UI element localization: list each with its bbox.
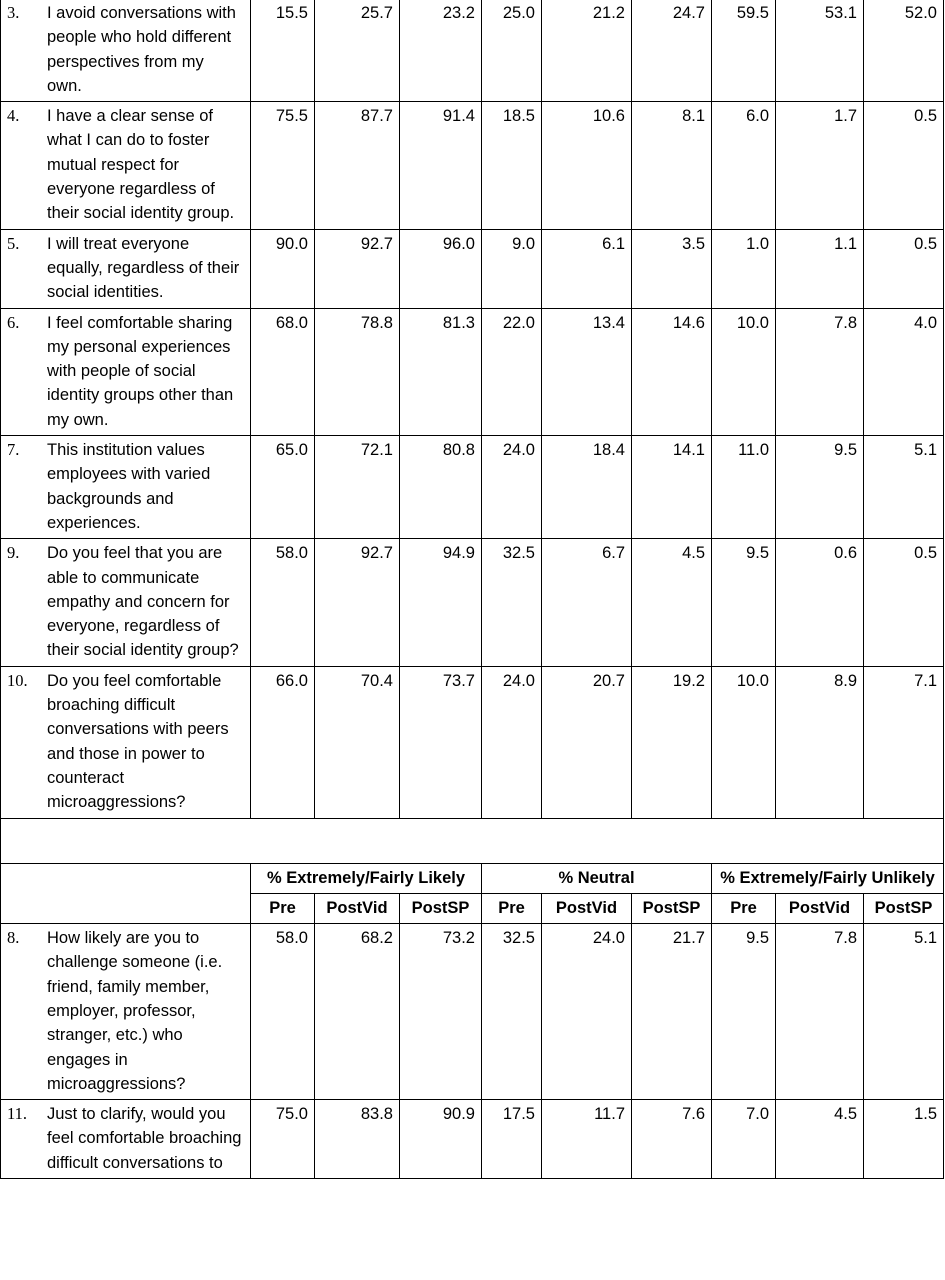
value-cell: 32.5 [482, 539, 542, 666]
value-cell: 59.5 [712, 0, 776, 102]
question-cell [1, 102, 251, 229]
value-cell: 22.0 [482, 308, 542, 435]
value-cell: 24.0 [482, 666, 542, 818]
value-cell: 21.2 [542, 0, 632, 102]
column-header: PostVid [542, 893, 632, 923]
question-cell [1, 666, 251, 818]
table-row [1, 0, 944, 102]
value-cell: 10.0 [712, 308, 776, 435]
question-text: This institution values employees with varied backgrounds and experiences. [47, 441, 211, 532]
value-cell: 58.0 [251, 539, 315, 666]
question-cell [1, 0, 251, 102]
group-header-neutral: % Neutral [482, 863, 712, 893]
value-cell: 66.0 [251, 666, 315, 818]
value-cell: 91.4 [400, 102, 482, 229]
value-cell: 23.2 [400, 0, 482, 102]
table-row [1, 1100, 944, 1179]
value-cell: 7.0 [712, 1100, 776, 1179]
value-cell: 6.1 [542, 229, 632, 308]
question-text: Do you feel that you are able to communicate empathy and concern for everyone, regardless of their social identity group? [47, 544, 239, 660]
value-cell: 8.1 [632, 102, 712, 229]
value-cell: 4.5 [776, 1100, 864, 1179]
value-cell: 32.5 [482, 924, 542, 1100]
table-row [1, 539, 944, 666]
value-cell: 65.0 [251, 436, 315, 539]
table-header [1, 863, 944, 924]
value-cell: 9.0 [482, 229, 542, 308]
value-cell: 6.7 [542, 539, 632, 666]
table-row [1, 666, 944, 818]
question-cell [1, 539, 251, 666]
question-text: I avoid conversations with people who hold different perspectives from my own. [47, 4, 236, 95]
value-cell: 9.5 [776, 436, 864, 539]
value-cell: 9.5 [712, 539, 776, 666]
table-row [1, 308, 944, 435]
question-text: I will treat everyone equally, regardless of their social identities. [47, 234, 240, 302]
value-cell: 15.5 [251, 0, 315, 102]
table-row [1, 924, 944, 1100]
value-cell: 52.0 [864, 0, 944, 102]
value-cell: 13.4 [542, 308, 632, 435]
question-text: Just to clarify, would you feel comfortable broaching difficult conversations to [47, 1105, 242, 1172]
table-body-bottom [1, 924, 944, 1179]
value-cell: 14.6 [632, 308, 712, 435]
question-number: 7. [7, 440, 20, 460]
value-cell: 17.5 [482, 1100, 542, 1179]
question-number: 8. [7, 928, 20, 948]
value-cell: 58.0 [251, 924, 315, 1100]
value-cell: 81.3 [400, 308, 482, 435]
value-cell: 75.0 [251, 1100, 315, 1179]
value-cell: 8.9 [776, 666, 864, 818]
value-cell: 0.5 [864, 539, 944, 666]
value-cell: 9.5 [712, 924, 776, 1100]
value-cell: 94.9 [400, 539, 482, 666]
column-header: Pre [712, 893, 776, 923]
group-header-unlikely: % Extremely/Fairly Unlikely [712, 863, 944, 893]
question-text: I feel comfortable sharing my personal experiences with people of social identity groups other than my own. [47, 313, 234, 429]
question-cell [1, 229, 251, 308]
question-cell [1, 1100, 251, 1179]
question-number: 5. [7, 233, 20, 253]
column-header: Pre [482, 893, 542, 923]
table-row [1, 102, 944, 229]
value-cell: 6.0 [712, 102, 776, 229]
value-cell: 5.1 [864, 436, 944, 539]
value-cell: 1.1 [776, 229, 864, 308]
value-cell: 68.0 [251, 308, 315, 435]
question-number: 9. [7, 543, 20, 563]
header-blank-cell [1, 863, 251, 924]
spacer-row [1, 818, 944, 863]
value-cell: 0.5 [864, 229, 944, 308]
value-cell: 80.8 [400, 436, 482, 539]
value-cell: 18.4 [542, 436, 632, 539]
value-cell: 24.7 [632, 0, 712, 102]
table-body-top [1, 0, 944, 818]
column-header: PostSP [632, 893, 712, 923]
value-cell: 24.0 [542, 924, 632, 1100]
value-cell: 53.1 [776, 0, 864, 102]
value-cell: 75.5 [251, 102, 315, 229]
value-cell: 10.6 [542, 102, 632, 229]
value-cell: 4.0 [864, 308, 944, 435]
column-header: Pre [251, 893, 315, 923]
value-cell: 25.7 [315, 0, 400, 102]
value-cell: 25.0 [482, 0, 542, 102]
value-cell: 3.5 [632, 229, 712, 308]
value-cell: 73.7 [400, 666, 482, 818]
value-cell: 1.7 [776, 102, 864, 229]
question-cell [1, 308, 251, 435]
question-text: Do you feel comfortable broaching difficult conversations with peers and those in power to counteract microaggressions? [47, 671, 229, 812]
value-cell: 1.0 [712, 229, 776, 308]
value-cell: 10.0 [712, 666, 776, 818]
value-cell: 1.5 [864, 1100, 944, 1179]
column-header: PostSP [864, 893, 944, 923]
value-cell: 70.4 [315, 666, 400, 818]
value-cell: 87.7 [315, 102, 400, 229]
spacer-cell [1, 818, 944, 863]
value-cell: 72.1 [315, 436, 400, 539]
column-header: PostSP [400, 893, 482, 923]
question-number: 3. [7, 3, 20, 22]
value-cell: 7.1 [864, 666, 944, 818]
value-cell: 7.8 [776, 924, 864, 1100]
value-cell: 11.0 [712, 436, 776, 539]
value-cell: 7.8 [776, 308, 864, 435]
value-cell: 7.6 [632, 1100, 712, 1179]
table-row [1, 229, 944, 308]
group-header-likely: % Extremely/Fairly Likely [251, 863, 482, 893]
value-cell: 18.5 [482, 102, 542, 229]
value-cell: 5.1 [864, 924, 944, 1100]
value-cell: 0.6 [776, 539, 864, 666]
value-cell: 73.2 [400, 924, 482, 1100]
question-number: 4. [7, 106, 20, 126]
value-cell: 20.7 [542, 666, 632, 818]
value-cell: 14.1 [632, 436, 712, 539]
value-cell: 90.9 [400, 1100, 482, 1179]
table-row [1, 436, 944, 539]
group-header-row [1, 863, 944, 893]
column-header: PostVid [315, 893, 400, 923]
value-cell: 96.0 [400, 229, 482, 308]
question-cell [1, 436, 251, 539]
question-cell [1, 924, 251, 1100]
value-cell: 11.7 [542, 1100, 632, 1179]
value-cell: 68.2 [315, 924, 400, 1100]
table-spacer [1, 818, 944, 863]
question-text: I have a clear sense of what I can do to foster mutual respect for everyone regardless of their social identity group. [47, 107, 235, 223]
value-cell: 4.5 [632, 539, 712, 666]
question-number: 6. [7, 312, 20, 332]
value-cell: 83.8 [315, 1100, 400, 1179]
value-cell: 92.7 [315, 229, 400, 308]
value-cell: 90.0 [251, 229, 315, 308]
value-cell: 24.0 [482, 436, 542, 539]
value-cell: 19.2 [632, 666, 712, 818]
question-text: How likely are you to challenge someone (i.e. friend, family member, employer, professor, stranger, etc.) who engages in microaggressions? [47, 929, 223, 1093]
value-cell: 0.5 [864, 102, 944, 229]
question-number: 10. [7, 670, 28, 690]
question-number: 11. [7, 1104, 28, 1124]
value-cell: 78.8 [315, 308, 400, 435]
column-header: PostVid [776, 893, 864, 923]
value-cell: 92.7 [315, 539, 400, 666]
value-cell: 21.7 [632, 924, 712, 1100]
